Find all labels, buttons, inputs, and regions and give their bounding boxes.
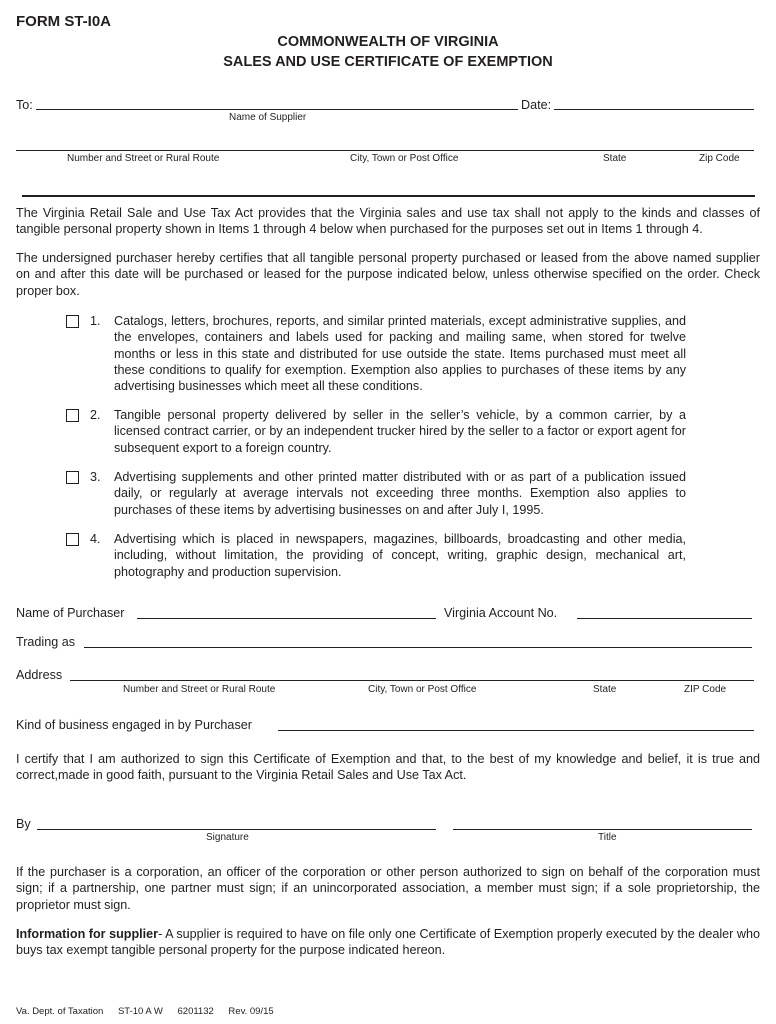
by-label: By <box>16 817 31 831</box>
supplier-zip-caption: Zip Code <box>699 153 740 164</box>
supplier-street-caption: Number and Street or Rural Route <box>67 153 220 164</box>
kind-of-business-label: Kind of business engaged in by Purchaser <box>16 718 252 732</box>
item-3-checkbox[interactable] <box>66 471 79 484</box>
title-field[interactable] <box>453 829 752 830</box>
item-1-text: Catalogs, letters, brochures, reports, and similar printed materials, except administrative supplies, and the envelopes, containers and labels used for packing and mailing same, when stored for twelve months or less in this state and distributed for use outside the state. Items purchased must meet all these conditions to qualify for exemption. Exemption also applies to purchases of these items by any advertising businesses which meet all these conditions. <box>114 314 686 394</box>
title-caption: Title <box>598 832 617 843</box>
account-number-field[interactable] <box>577 618 752 619</box>
supplier-address-field[interactable] <box>16 150 754 151</box>
corporation-note: If the purchaser is a corporation, an officer of the corporation or other person authorized to sign on behalf of the corporation must sign; if a partnership, one partner must sign; if an unincorporated association, a member must sign; if a sole proprietorship, the proprietor must sign. <box>16 865 760 912</box>
footer <box>16 1006 286 1017</box>
title-line-1: COMMONWEALTH OF VIRGINIA <box>277 34 499 50</box>
footer-dept: Va. Dept. of Taxation <box>16 1006 104 1017</box>
signature-caption: Signature <box>206 832 249 843</box>
signature-field[interactable] <box>37 829 436 830</box>
purchaser-city-caption: City, Town or Post Office <box>368 684 477 695</box>
purchaser-name-field[interactable] <box>137 618 436 619</box>
footer-code: ST-10 A W <box>117 1006 163 1017</box>
footer-number: 6201132 <box>177 1006 214 1017</box>
intro-paragraph-2: The undersigned purchaser hereby certifies that all tangible personal property purchased or leased from the above named supplier on and after this date will be purchased or leased for the purpose indicated below, unless otherwise specified on the order. Check proper box. <box>16 251 760 298</box>
supplier-info <box>16 926 760 959</box>
title-line-2: SALES AND USE CERTIFICATE OF EXEMPTION <box>223 54 553 70</box>
trading-as-field[interactable] <box>84 647 752 648</box>
address-label: Address <box>16 668 63 682</box>
account-number-label: Virginia Account No. <box>444 606 558 620</box>
supplier-name-caption: Name of Supplier <box>229 112 307 123</box>
purchaser-zip-caption: ZIP Code <box>684 684 727 695</box>
section-divider <box>22 195 755 197</box>
purchaser-address-field[interactable] <box>70 680 754 681</box>
item-3-number: 3. <box>90 470 101 484</box>
item-2-number: 2. <box>90 408 101 422</box>
footer-rev: Rev. 09/15 <box>228 1006 274 1017</box>
purchaser-name-label: Name of Purchaser <box>16 606 125 620</box>
supplier-info-text: - A supplier is required to have on file only one Certificate of Exemption properly executed by the dealer who buys tax exempt tangible personal property for the purpose indicated hereon. <box>16 927 760 958</box>
certification-text: I certify that I am authorized to sign this Certificate of Exemption and that, to the best of my knowledge and belief, it is true and correct,made in good faith, pursuant to the Virginia Retail Sales and Use Tax Act. <box>16 752 760 783</box>
trading-as-label: Trading as <box>16 635 76 649</box>
item-4-number: 4. <box>90 532 101 546</box>
item-3-text: Advertising supplements and other printed matter distributed with or as part of a publication issued daily, or regularly at average intervals not exceeding three months. Exemption also applies to purchases of these items by advertising businesses on and after July I, 1995. <box>114 470 686 517</box>
date-field[interactable] <box>554 109 754 110</box>
item-2-checkbox[interactable] <box>66 409 79 422</box>
intro-paragraph-1: The Virginia Retail Sale and Use Tax Act provides that the Virginia sales and use tax shall not apply to the kinds and classes of tangible personal property shown in Items 1 through 4 below when purchased for the purposes set out in Items 1 through 4. <box>16 206 760 237</box>
item-1-checkbox[interactable] <box>66 315 79 328</box>
supplier-info-heading: Information for supplier <box>16 927 159 941</box>
item-2-text: Tangible personal property delivered by seller in the seller’s vehicle, by a common carrier, by a licensed contract carrier, or by an independent trucker hired by the seller to a factor or export agent for subsequent export to a foreign country. <box>114 408 686 455</box>
purchaser-state-caption: State <box>593 684 617 695</box>
supplier-name-field[interactable] <box>36 109 518 110</box>
supplier-city-caption: City, Town or Post Office <box>350 153 459 164</box>
form-id: FORM ST-I0A <box>16 13 112 30</box>
supplier-state-caption: State <box>603 153 627 164</box>
kind-of-business-field[interactable] <box>278 730 754 731</box>
item-4-checkbox[interactable] <box>66 533 79 546</box>
date-label: Date: <box>521 98 552 112</box>
item-4-text: Advertising which is placed in newspapers, magazines, billboards, broadcasting and other media, including, without limitation, the providing of concept, writing, graphic design, mechanical art, photography and production supervision. <box>114 532 686 579</box>
item-1-number: 1. <box>90 314 101 328</box>
purchaser-street-caption: Number and Street or Rural Route <box>123 684 276 695</box>
to-label: To: <box>16 98 33 112</box>
